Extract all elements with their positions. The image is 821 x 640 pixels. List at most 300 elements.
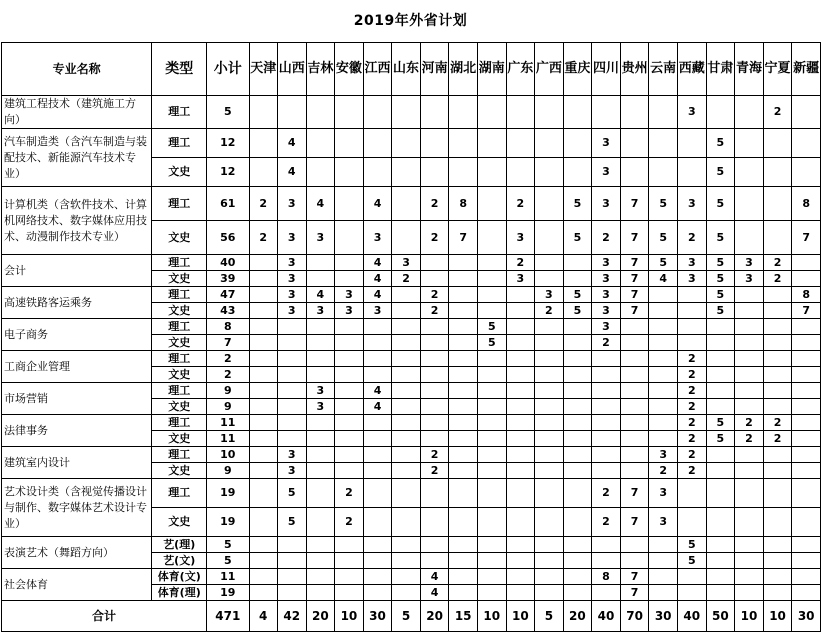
quota-cell xyxy=(592,585,621,601)
quota-cell xyxy=(420,335,449,351)
header-province: 山东 xyxy=(392,43,420,96)
quota-cell xyxy=(249,158,277,187)
quota-cell: 4 xyxy=(363,271,392,287)
quota-cell: 2 xyxy=(763,415,792,431)
quota-cell xyxy=(792,271,821,287)
quota-cell xyxy=(449,287,478,303)
quota-cell xyxy=(677,158,706,187)
quota-cell xyxy=(306,351,335,367)
quota-cell xyxy=(449,319,478,335)
quota-cell xyxy=(335,585,364,601)
quota-cell: 5 xyxy=(706,158,735,187)
quota-cell xyxy=(477,187,506,221)
quota-cell xyxy=(620,319,649,335)
quota-cell xyxy=(506,129,535,158)
quota-cell xyxy=(420,383,449,399)
total-subtotal: 471 xyxy=(207,601,249,632)
total-cell: 30 xyxy=(792,601,821,632)
quota-cell: 7 xyxy=(620,569,649,585)
quota-cell xyxy=(420,431,449,447)
quota-cell xyxy=(763,303,792,319)
quota-cell xyxy=(249,585,277,601)
quota-cell: 3 xyxy=(277,463,306,479)
quota-cell xyxy=(763,367,792,383)
major-name: 表演艺术（舞蹈方向） xyxy=(2,537,152,569)
quota-cell xyxy=(535,569,563,585)
quota-cell xyxy=(735,585,764,601)
quota-cell: 2 xyxy=(677,351,706,367)
quota-cell xyxy=(677,569,706,585)
quota-cell xyxy=(277,383,306,399)
header-province: 云南 xyxy=(649,43,678,96)
quota-cell xyxy=(477,303,506,319)
quota-cell xyxy=(392,335,420,351)
quota-cell xyxy=(649,383,678,399)
quota-cell xyxy=(420,158,449,187)
quota-cell xyxy=(763,399,792,415)
quota-cell xyxy=(706,537,735,553)
quota-cell xyxy=(563,367,592,383)
major-name: 汽车制造类（含汽车制造与装配技术、新能源汽车技术专业） xyxy=(2,129,152,187)
quota-cell xyxy=(306,431,335,447)
quota-cell xyxy=(735,399,764,415)
quota-cell xyxy=(735,367,764,383)
header-province: 甘肃 xyxy=(706,43,735,96)
quota-cell: 3 xyxy=(306,383,335,399)
quota-cell: 3 xyxy=(363,303,392,319)
quota-cell: 7 xyxy=(620,271,649,287)
category-type: 文史 xyxy=(152,271,207,287)
quota-cell: 5 xyxy=(649,187,678,221)
quota-cell xyxy=(249,271,277,287)
quota-cell xyxy=(249,415,277,431)
quota-cell: 3 xyxy=(277,303,306,319)
row-subtotal: 5 xyxy=(207,553,249,569)
quota-cell: 4 xyxy=(306,287,335,303)
quota-cell: 7 xyxy=(620,187,649,221)
quota-cell xyxy=(535,351,563,367)
quota-cell xyxy=(649,158,678,187)
quota-cell: 3 xyxy=(363,221,392,255)
quota-cell: 3 xyxy=(535,287,563,303)
header-province: 江西 xyxy=(363,43,392,96)
quota-cell xyxy=(420,367,449,383)
quota-cell xyxy=(620,96,649,129)
header-province: 天津 xyxy=(249,43,277,96)
quota-cell xyxy=(277,399,306,415)
quota-cell xyxy=(363,335,392,351)
quota-cell xyxy=(477,415,506,431)
quota-cell xyxy=(392,447,420,463)
quota-cell xyxy=(535,187,563,221)
quota-cell: 2 xyxy=(249,187,277,221)
quota-cell xyxy=(706,367,735,383)
quota-cell xyxy=(277,569,306,585)
quota-cell xyxy=(792,255,821,271)
quota-cell: 5 xyxy=(649,255,678,271)
quota-cell xyxy=(535,271,563,287)
quota-cell: 3 xyxy=(306,399,335,415)
quota-cell xyxy=(420,129,449,158)
category-type: 文史 xyxy=(152,221,207,255)
quota-cell xyxy=(477,447,506,463)
quota-cell xyxy=(677,335,706,351)
quota-cell xyxy=(363,585,392,601)
quota-cell xyxy=(506,287,535,303)
quota-cell xyxy=(649,553,678,569)
quota-cell xyxy=(449,553,478,569)
row-subtotal: 11 xyxy=(207,415,249,431)
quota-cell xyxy=(792,431,821,447)
quota-cell xyxy=(249,569,277,585)
quota-cell xyxy=(306,335,335,351)
quota-cell xyxy=(563,319,592,335)
quota-cell: 2 xyxy=(677,415,706,431)
category-type: 艺(理) xyxy=(152,537,207,553)
quota-cell xyxy=(449,463,478,479)
quota-cell: 4 xyxy=(363,287,392,303)
quota-cell xyxy=(592,431,621,447)
row-subtotal: 19 xyxy=(207,508,249,537)
quota-cell xyxy=(477,553,506,569)
quota-cell xyxy=(306,585,335,601)
quota-cell xyxy=(563,271,592,287)
quota-cell xyxy=(535,335,563,351)
category-type: 文史 xyxy=(152,303,207,319)
quota-cell: 2 xyxy=(677,383,706,399)
quota-cell xyxy=(277,96,306,129)
category-type: 文史 xyxy=(152,367,207,383)
total-cell: 10 xyxy=(477,601,506,632)
row-subtotal: 9 xyxy=(207,399,249,415)
quota-cell xyxy=(763,187,792,221)
quota-cell xyxy=(677,129,706,158)
category-type: 理工 xyxy=(152,351,207,367)
row-subtotal: 10 xyxy=(207,447,249,463)
category-type: 理工 xyxy=(152,255,207,271)
quota-cell: 2 xyxy=(592,335,621,351)
quota-cell xyxy=(563,508,592,537)
quota-cell xyxy=(649,287,678,303)
quota-cell xyxy=(477,129,506,158)
quota-cell xyxy=(706,383,735,399)
quota-cell xyxy=(335,335,364,351)
quota-cell xyxy=(306,508,335,537)
quota-cell: 4 xyxy=(420,569,449,585)
quota-cell xyxy=(420,399,449,415)
quota-cell xyxy=(335,96,364,129)
quota-cell xyxy=(277,319,306,335)
table-row xyxy=(2,255,821,271)
quota-cell xyxy=(449,447,478,463)
quota-cell xyxy=(363,415,392,431)
quota-cell: 3 xyxy=(677,255,706,271)
quota-cell xyxy=(249,463,277,479)
quota-cell xyxy=(620,335,649,351)
quota-cell: 3 xyxy=(677,187,706,221)
quota-cell xyxy=(306,129,335,158)
quota-cell: 7 xyxy=(620,303,649,319)
header-province: 重庆 xyxy=(563,43,592,96)
quota-cell xyxy=(506,351,535,367)
quota-cell xyxy=(363,508,392,537)
table-row xyxy=(2,187,821,221)
quota-cell xyxy=(335,255,364,271)
quota-cell xyxy=(535,537,563,553)
quota-cell xyxy=(335,351,364,367)
quota-cell xyxy=(792,319,821,335)
header-province: 湖北 xyxy=(449,43,478,96)
quota-cell xyxy=(392,221,420,255)
quota-cell xyxy=(392,187,420,221)
quota-cell: 3 xyxy=(306,221,335,255)
total-cell: 4 xyxy=(249,601,277,632)
quota-cell xyxy=(506,569,535,585)
quota-cell: 2 xyxy=(592,508,621,537)
category-type: 文史 xyxy=(152,431,207,447)
quota-cell: 5 xyxy=(563,187,592,221)
table-row xyxy=(2,569,821,585)
quota-cell: 2 xyxy=(763,96,792,129)
quota-cell xyxy=(477,585,506,601)
quota-cell xyxy=(763,287,792,303)
quota-cell xyxy=(763,553,792,569)
quota-cell xyxy=(563,415,592,431)
quota-cell xyxy=(620,415,649,431)
quota-cell xyxy=(449,383,478,399)
quota-cell: 2 xyxy=(506,187,535,221)
quota-cell xyxy=(335,187,364,221)
quota-cell xyxy=(735,508,764,537)
quota-cell: 4 xyxy=(420,585,449,601)
quota-cell xyxy=(735,383,764,399)
category-type: 理工 xyxy=(152,415,207,431)
quota-cell xyxy=(592,415,621,431)
total-cell: 30 xyxy=(649,601,678,632)
quota-cell xyxy=(477,383,506,399)
quota-cell xyxy=(335,221,364,255)
row-subtotal: 19 xyxy=(207,585,249,601)
major-name: 建筑室内设计 xyxy=(2,447,152,479)
quota-cell: 3 xyxy=(649,479,678,508)
quota-cell: 2 xyxy=(677,399,706,415)
quota-cell xyxy=(620,463,649,479)
quota-cell: 5 xyxy=(563,287,592,303)
quota-cell xyxy=(792,569,821,585)
quota-cell xyxy=(449,158,478,187)
category-type: 文史 xyxy=(152,399,207,415)
quota-cell xyxy=(506,383,535,399)
quota-cell xyxy=(420,479,449,508)
total-cell: 40 xyxy=(592,601,621,632)
quota-cell xyxy=(420,537,449,553)
quota-cell xyxy=(735,319,764,335)
category-type: 理工 xyxy=(152,287,207,303)
table-row xyxy=(2,96,821,129)
header-province: 四川 xyxy=(592,43,621,96)
quota-cell: 3 xyxy=(506,221,535,255)
row-subtotal: 47 xyxy=(207,287,249,303)
row-subtotal: 2 xyxy=(207,351,249,367)
quota-cell xyxy=(277,367,306,383)
quota-cell xyxy=(392,431,420,447)
quota-cell xyxy=(677,319,706,335)
quota-cell xyxy=(735,553,764,569)
quota-cell xyxy=(477,367,506,383)
quota-cell xyxy=(792,383,821,399)
quota-cell xyxy=(335,399,364,415)
quota-cell: 3 xyxy=(306,303,335,319)
quota-cell xyxy=(306,319,335,335)
quota-cell xyxy=(449,367,478,383)
quota-cell: 2 xyxy=(420,187,449,221)
quota-cell xyxy=(392,319,420,335)
quota-cell xyxy=(306,479,335,508)
quota-cell xyxy=(763,537,792,553)
quota-cell xyxy=(563,383,592,399)
quota-cell xyxy=(792,447,821,463)
quota-cell xyxy=(363,537,392,553)
quota-cell: 4 xyxy=(649,271,678,287)
row-subtotal: 8 xyxy=(207,319,249,335)
quota-cell xyxy=(620,129,649,158)
quota-cell xyxy=(763,447,792,463)
quota-cell xyxy=(335,319,364,335)
quota-cell: 2 xyxy=(763,271,792,287)
quota-cell xyxy=(449,569,478,585)
quota-cell xyxy=(506,367,535,383)
quota-cell xyxy=(792,367,821,383)
quota-cell xyxy=(392,463,420,479)
quota-cell xyxy=(449,303,478,319)
quota-cell xyxy=(277,335,306,351)
quota-cell xyxy=(563,129,592,158)
quota-cell: 5 xyxy=(706,415,735,431)
quota-cell xyxy=(392,287,420,303)
quota-cell xyxy=(477,96,506,129)
quota-cell xyxy=(620,431,649,447)
quota-cell xyxy=(620,351,649,367)
quota-cell: 2 xyxy=(335,508,364,537)
quota-cell xyxy=(792,351,821,367)
quota-cell xyxy=(649,431,678,447)
quota-cell xyxy=(535,415,563,431)
quota-cell xyxy=(306,96,335,129)
quota-cell xyxy=(392,351,420,367)
quota-cell xyxy=(649,415,678,431)
quota-cell: 5 xyxy=(277,479,306,508)
quota-cell xyxy=(677,303,706,319)
major-name: 会计 xyxy=(2,255,152,287)
quota-cell: 7 xyxy=(620,508,649,537)
quota-cell: 7 xyxy=(792,221,821,255)
header-province: 贵州 xyxy=(620,43,649,96)
quota-cell: 5 xyxy=(706,287,735,303)
quota-cell xyxy=(392,585,420,601)
quota-cell xyxy=(735,303,764,319)
plan-table xyxy=(1,42,821,632)
quota-cell xyxy=(249,447,277,463)
quota-cell: 3 xyxy=(649,447,678,463)
quota-cell xyxy=(735,187,764,221)
quota-cell xyxy=(735,463,764,479)
quota-cell: 5 xyxy=(563,303,592,319)
quota-cell xyxy=(306,158,335,187)
quota-cell xyxy=(249,553,277,569)
header-major: 专业名称 xyxy=(2,43,152,96)
quota-cell: 4 xyxy=(363,187,392,221)
quota-cell xyxy=(506,508,535,537)
quota-cell xyxy=(363,96,392,129)
quota-cell: 5 xyxy=(477,335,506,351)
category-type: 理工 xyxy=(152,187,207,221)
quota-cell xyxy=(277,431,306,447)
quota-cell xyxy=(535,399,563,415)
quota-cell: 2 xyxy=(735,415,764,431)
quota-cell xyxy=(535,319,563,335)
category-type: 艺(文) xyxy=(152,553,207,569)
table-row xyxy=(2,415,821,431)
quota-cell xyxy=(392,158,420,187)
quota-cell xyxy=(592,553,621,569)
quota-cell: 2 xyxy=(735,431,764,447)
total-cell: 30 xyxy=(363,601,392,632)
quota-cell: 5 xyxy=(706,255,735,271)
quota-cell xyxy=(535,585,563,601)
quota-cell xyxy=(535,508,563,537)
quota-cell: 3 xyxy=(277,221,306,255)
quota-cell xyxy=(335,569,364,585)
quota-cell xyxy=(563,479,592,508)
quota-cell xyxy=(649,129,678,158)
quota-cell xyxy=(477,221,506,255)
quota-cell: 2 xyxy=(249,221,277,255)
quota-cell xyxy=(363,158,392,187)
major-name: 工商企业管理 xyxy=(2,351,152,383)
quota-cell xyxy=(620,367,649,383)
quota-cell xyxy=(649,319,678,335)
major-name: 市场营销 xyxy=(2,383,152,415)
quota-cell xyxy=(792,585,821,601)
quota-cell: 4 xyxy=(277,129,306,158)
quota-cell xyxy=(249,335,277,351)
quota-cell: 2 xyxy=(649,463,678,479)
quota-cell xyxy=(506,399,535,415)
quota-cell xyxy=(249,431,277,447)
total-cell: 50 xyxy=(706,601,735,632)
row-subtotal: 11 xyxy=(207,431,249,447)
quota-cell xyxy=(563,463,592,479)
quota-cell xyxy=(277,585,306,601)
quota-cell xyxy=(249,508,277,537)
row-subtotal: 61 xyxy=(207,187,249,221)
quota-cell xyxy=(506,158,535,187)
quota-cell xyxy=(649,335,678,351)
quota-cell xyxy=(449,399,478,415)
quota-cell: 3 xyxy=(277,287,306,303)
quota-cell: 3 xyxy=(506,271,535,287)
category-type: 文史 xyxy=(152,508,207,537)
quota-cell: 3 xyxy=(677,271,706,287)
quota-cell xyxy=(706,569,735,585)
quota-cell: 2 xyxy=(420,463,449,479)
quota-cell xyxy=(763,569,792,585)
header-province: 青海 xyxy=(735,43,764,96)
quota-cell: 7 xyxy=(620,221,649,255)
quota-cell: 5 xyxy=(677,553,706,569)
category-type: 文史 xyxy=(152,158,207,187)
quota-cell xyxy=(763,221,792,255)
